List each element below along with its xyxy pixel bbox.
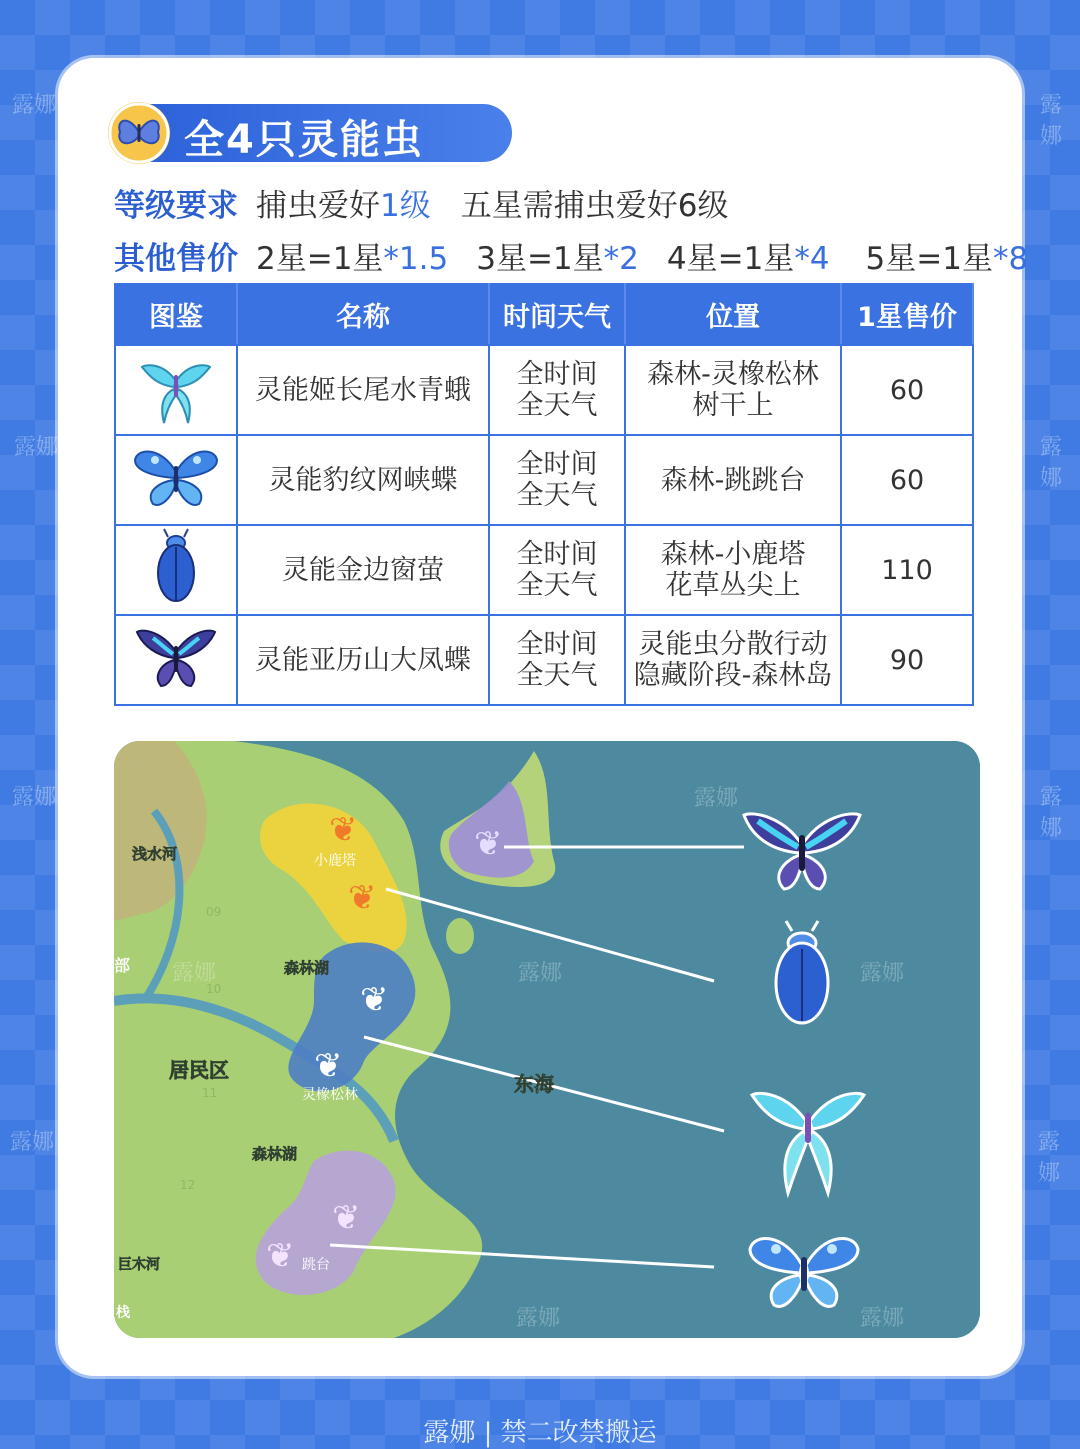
five-star-requirement: 五星需捕虫爱好6级 xyxy=(460,188,729,224)
map-label: 森林湖 xyxy=(284,959,330,977)
map-label: 小鹿塔 xyxy=(314,853,356,869)
location-cell xyxy=(625,435,841,525)
orange-butterfly-marker: ❦ xyxy=(348,878,377,918)
time-text: 全时间 xyxy=(516,359,598,390)
bug-name: 灵能豹纹网峡蝶 xyxy=(237,435,489,525)
price-mult: *8 xyxy=(992,241,1029,277)
price-eq: 5星=1星 xyxy=(865,241,993,277)
other-prices xyxy=(114,233,1028,278)
table-row xyxy=(115,525,973,615)
watermark: 露娜 xyxy=(860,1306,905,1331)
orange-butterfly-marker: ❦ xyxy=(329,810,358,850)
column-header: 时间天气 xyxy=(489,284,625,345)
page-title: 全4只灵能虫 xyxy=(184,117,424,163)
map-grid-number: 11 xyxy=(202,1086,218,1100)
location-line-2: 树干上 xyxy=(692,390,774,421)
map-label: 森林湖 xyxy=(252,1145,298,1163)
column-header: 名称 xyxy=(237,284,489,345)
white-butterfly-marker: ❦ xyxy=(314,1046,343,1086)
time-weather-cell xyxy=(489,615,625,705)
level-label: 等级要求 xyxy=(114,188,238,224)
location-map xyxy=(114,741,980,1338)
bug-image-cell xyxy=(115,525,237,615)
time-weather-cell xyxy=(489,435,625,525)
blue-butterfly-icon xyxy=(131,442,221,512)
birdwing-butterfly-icon xyxy=(133,622,219,692)
price-eq: 2星=1星 xyxy=(256,241,384,277)
bug-name: 灵能姬长尾水青蛾 xyxy=(237,345,489,435)
time-text: 全时间 xyxy=(516,449,598,480)
map-grid-number: 12 xyxy=(180,1178,196,1192)
location-line-1: 森林-灵橡松林 xyxy=(647,359,819,390)
watermark: 露娜 xyxy=(860,961,905,986)
location-line-2: 隐藏阶段-森林岛 xyxy=(633,660,833,691)
bug-image-cell xyxy=(115,615,237,705)
column-header: 1星售价 xyxy=(841,284,973,345)
weather-text: 全天气 xyxy=(516,570,598,601)
bug-table xyxy=(114,283,974,706)
time-text: 全时间 xyxy=(516,629,598,660)
weather-text: 全天气 xyxy=(516,390,598,421)
price-eq: 3星=1星 xyxy=(476,241,604,277)
watermark: 露娜 xyxy=(1040,785,1063,841)
watermark: 露娜 xyxy=(12,785,57,810)
watermark: 露娜 xyxy=(1040,93,1063,149)
column-header: 图鉴 xyxy=(115,284,237,345)
price-cell: 60 xyxy=(841,435,973,525)
map-label: 栈 xyxy=(116,1305,130,1321)
watermark: 露娜 xyxy=(518,961,563,986)
location-line-1: 森林-小鹿塔 xyxy=(660,539,806,570)
location-cell xyxy=(625,525,841,615)
location-line-1: 森林-跳跳台 xyxy=(660,464,806,496)
weather-text: 全天气 xyxy=(516,480,598,511)
map-label: 东海 xyxy=(514,1072,554,1096)
weather-text: 全天气 xyxy=(516,660,598,691)
location-line-1: 灵能虫分散行动 xyxy=(638,629,828,660)
price-eq: 4星=1星 xyxy=(666,241,795,277)
watermark: 露娜 xyxy=(12,93,57,118)
map-label: 巨木河 xyxy=(118,1257,160,1273)
table-header-row xyxy=(115,284,973,345)
price-mult: *2 xyxy=(603,241,639,277)
map-grid-number: 09 xyxy=(206,905,222,919)
watermark: 露娜 xyxy=(694,786,739,811)
price-mult: *4 xyxy=(794,241,830,277)
location-cell xyxy=(625,615,841,705)
map-label: 部 xyxy=(114,956,131,975)
price-cell: 90 xyxy=(841,615,973,705)
column-header: 位置 xyxy=(625,284,841,345)
info-card xyxy=(58,58,1029,1376)
map-label: 浅水河 xyxy=(132,845,178,863)
map-label: 灵橡松林 xyxy=(302,1087,358,1103)
table-row xyxy=(115,345,973,435)
watermark: 露娜 xyxy=(1040,435,1063,491)
map-label: 居民区 xyxy=(169,1058,229,1082)
price-cell: 110 xyxy=(841,525,973,615)
watermark: 露娜 xyxy=(10,1130,55,1155)
time-weather-cell xyxy=(489,345,625,435)
level-value: 1级 xyxy=(380,188,431,224)
map-label: 跳台 xyxy=(302,1257,330,1273)
butterfly-badge-icon xyxy=(108,102,170,164)
pink-butterfly-marker: ❦ xyxy=(332,1198,361,1238)
bug-name: 灵能亚历山大凤蝶 xyxy=(237,615,489,705)
table-row xyxy=(115,615,973,705)
time-weather-cell xyxy=(489,525,625,615)
luna-moth-icon xyxy=(136,347,216,427)
time-text: 全时间 xyxy=(516,539,598,570)
lilac-butterfly-marker: ❦ xyxy=(474,824,503,864)
location-cell xyxy=(625,345,841,435)
bug-image-cell xyxy=(115,435,237,525)
pink-butterfly-marker: ❦ xyxy=(266,1236,295,1276)
price-label: 其他售价 xyxy=(114,241,238,277)
watermark: 露娜 xyxy=(14,435,59,460)
watermark: 露娜 xyxy=(172,961,217,986)
location-line-2: 花草丛尖上 xyxy=(665,570,801,601)
watermark: 露娜 xyxy=(1038,1130,1061,1186)
bug-name: 灵能金边窗萤 xyxy=(237,525,489,615)
bug-image-cell xyxy=(115,345,237,435)
beetle-icon xyxy=(146,527,206,607)
white-butterfly-marker: ❦ xyxy=(360,980,389,1020)
level-prefix: 捕虫爱好 xyxy=(256,188,380,224)
price-mult: *1.5 xyxy=(383,241,449,277)
level-requirement xyxy=(114,180,728,225)
watermark: 露娜 xyxy=(516,1306,561,1331)
price-cell: 60 xyxy=(841,345,973,435)
footer-note: 露娜 | 禁二改禁搬运 xyxy=(423,1418,657,1448)
map-grid-number: 10 xyxy=(206,982,222,996)
table-row xyxy=(115,435,973,525)
